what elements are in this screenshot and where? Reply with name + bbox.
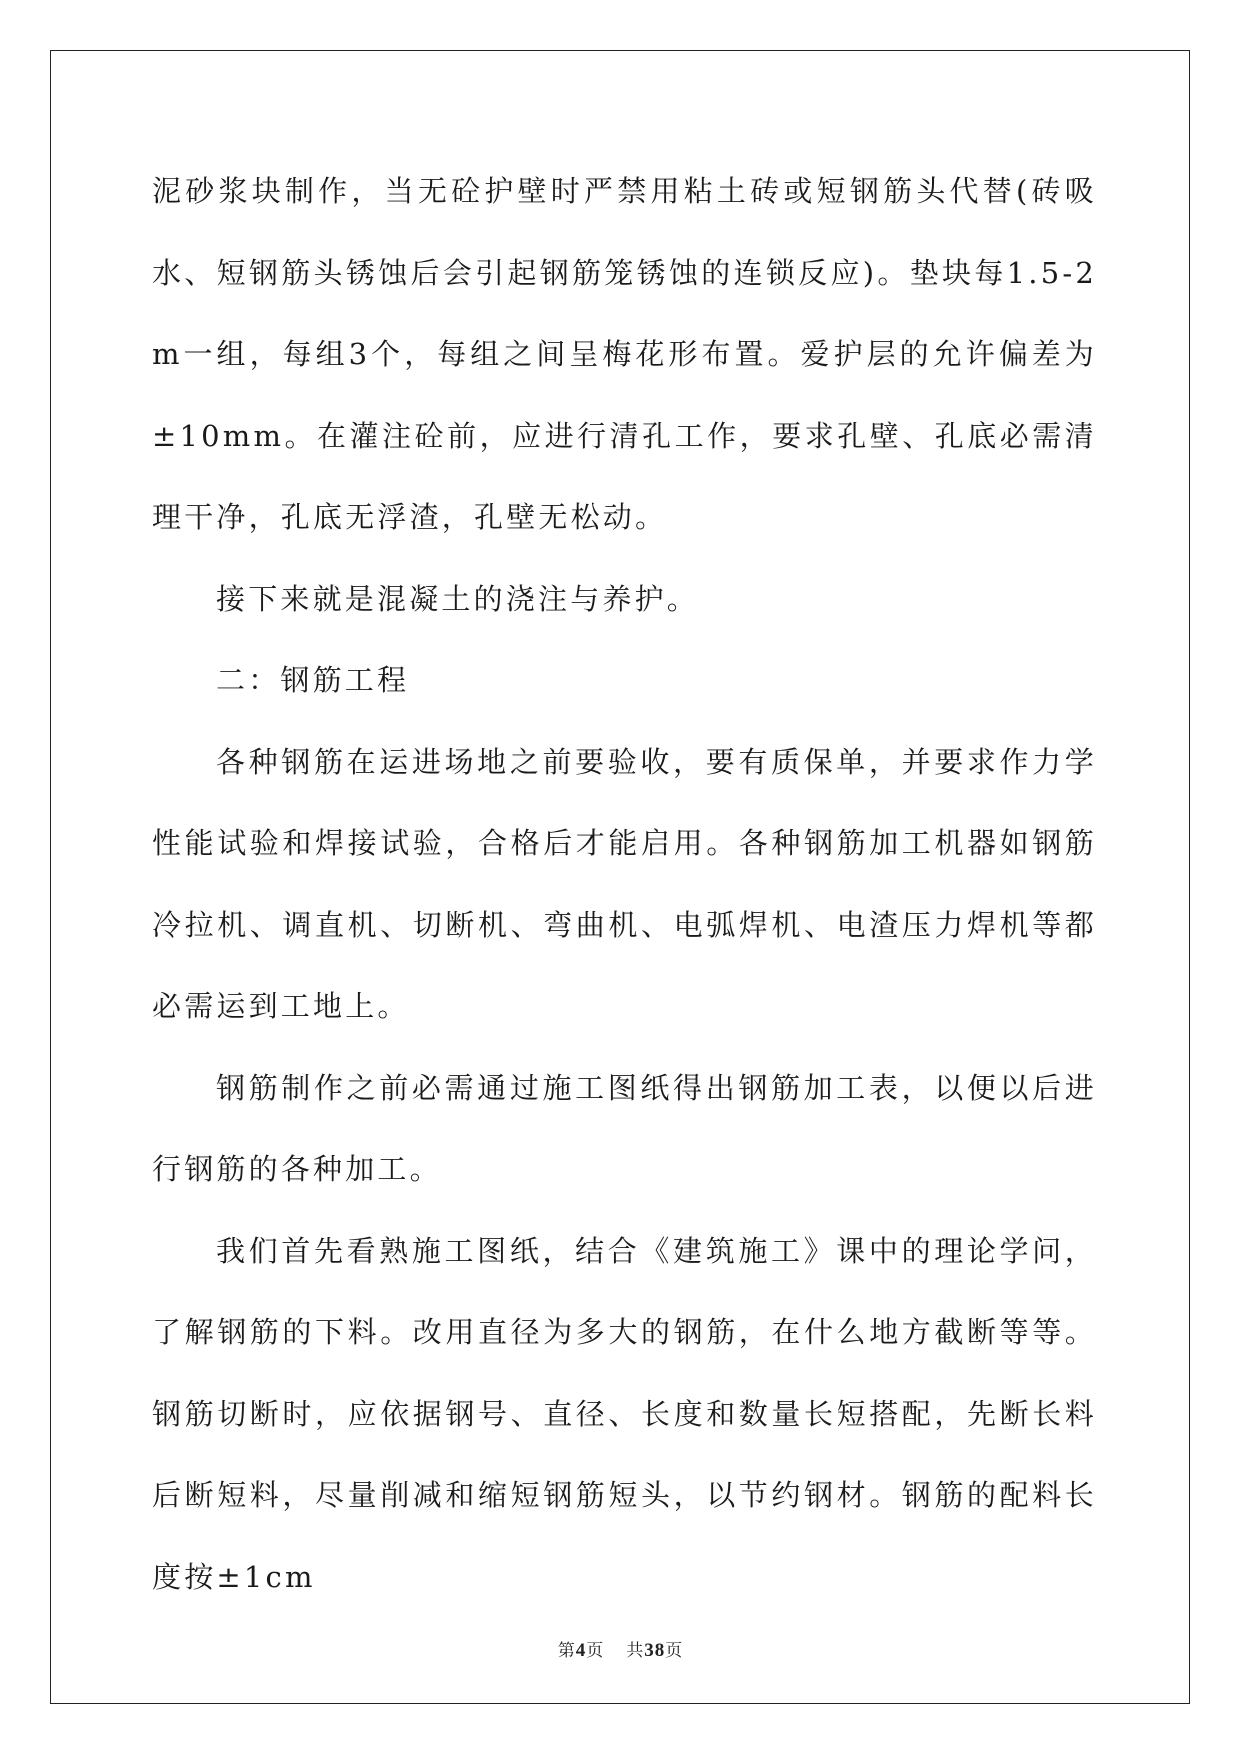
paragraph: 各种钢筋在运进场地之前要验收，要有质保单，并要求作力学性能试验和焊接试验，合格后才能启用。各种钢筋加工机器如钢筋冷拉机、调直机、切断机、弯曲机、电弧焊机、电渣压力焊机等都必需运到工地上。: [152, 744, 1097, 1023]
footer-prefix: 第: [557, 1641, 576, 1661]
paragraph-continuation: 泥砂浆块制作，当无砼护壁时严禁用粘土砖或短钢筋头代替(砖吸水、短钢筋头锈蚀后会引起钢筋笼锈蚀的连锁反应)。垫块每1.5-2m一组，每组3个，每组之间呈梅花形布置。爱护层的允许偏差为±10mm。在灌注砼前，应进行清孔工作，要求孔壁、孔底必需清理干净，孔底无浮渣，孔壁无松动。: [152, 174, 1097, 534]
footer-total-prefix: 共: [626, 1641, 645, 1661]
paragraph: 我们首先看熟施工图纸，结合《建筑施工》课中的理论学问，了解钢筋的下料。改用直径为多大的钢筋，在什么地方截断等等。钢筋切断时，应依据钢号、直径、长度和数量长短搭配，先断长料后断短料，尽量削减和缩短钢筋短头，以节约钢材。钢筋的配料长度按±1cm: [152, 1233, 1097, 1594]
paragraph: 接下来就是混凝土的浇注与养护。: [216, 581, 700, 616]
paragraph: 钢筋制作之前必需通过施工图纸得出钢筋加工表，以便以后进行钢筋的各种加工。: [152, 1070, 1097, 1186]
section-heading: 二：钢筋工程: [216, 663, 410, 697]
page-footer: [0, 1636, 1241, 1662]
document-body: [152, 151, 1097, 1618]
page-number: 4: [575, 1640, 587, 1661]
footer-total-suffix: 页: [665, 1641, 684, 1661]
footer-page-suffix: 页: [586, 1641, 605, 1661]
total-pages: 38: [644, 1640, 666, 1661]
